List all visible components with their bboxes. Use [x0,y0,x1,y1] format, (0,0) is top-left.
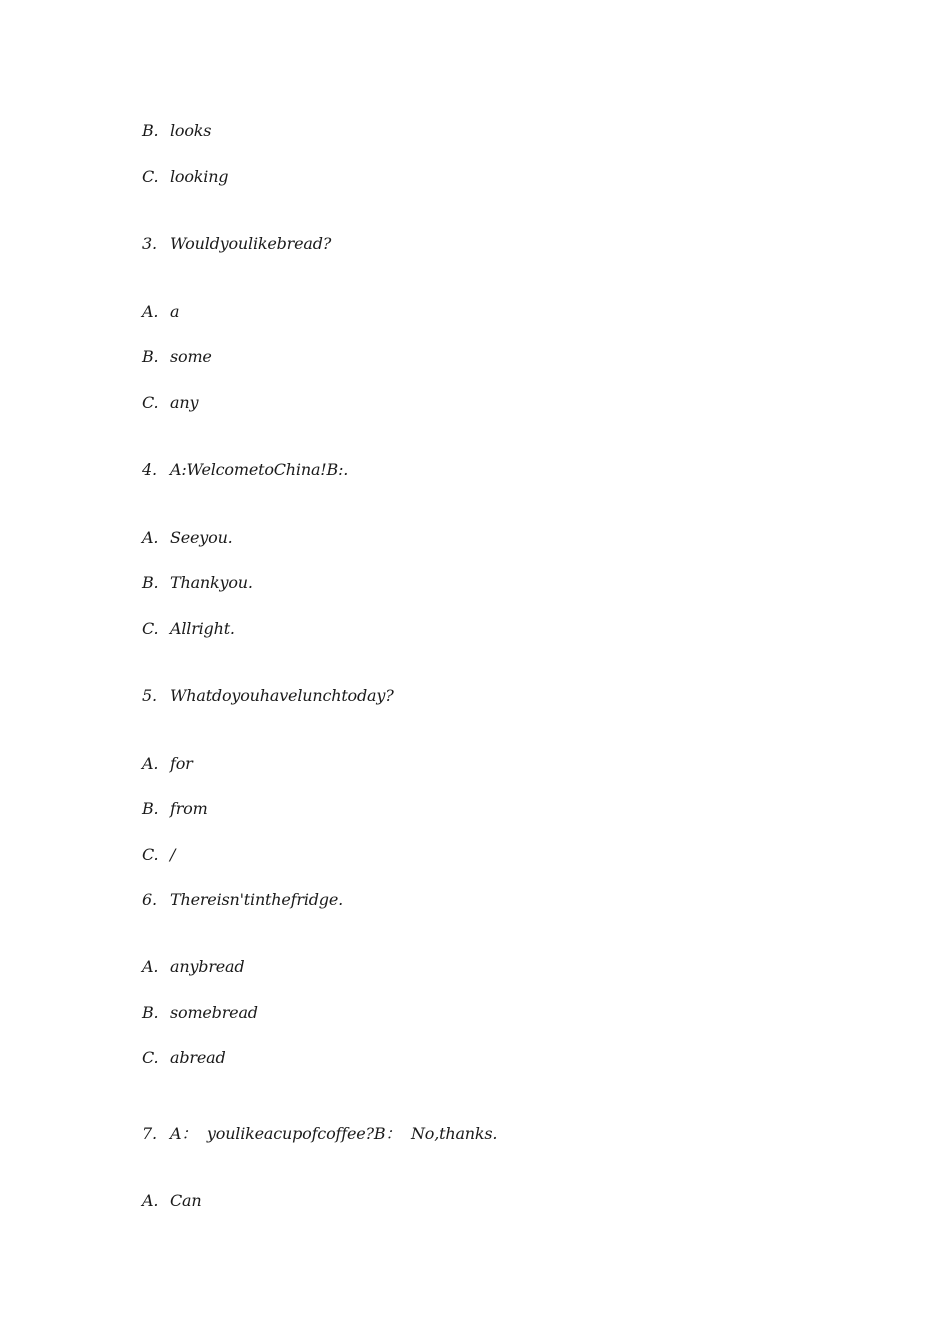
option-text: for [170,754,193,773]
option-text: anybread [170,957,245,976]
option-label: A. [142,957,159,976]
option-text: / [170,845,176,864]
option-label: A. [142,528,159,547]
option-line [142,121,211,141]
question-line [142,234,331,254]
option-label: B. [142,347,159,366]
option-label: C. [142,1048,159,1067]
option-line [142,393,198,413]
option-line [142,957,244,977]
question-line [142,686,394,706]
question-number: 5. [142,686,157,705]
option-text: looking [170,167,229,186]
question-text: Wouldyoulikebread? [170,234,332,253]
option-text: somebread [170,1003,258,1022]
question-line [142,890,343,910]
option-label: B. [142,799,159,818]
option-line [142,528,233,548]
option-text: Allright. [170,619,235,638]
option-label: B. [142,121,159,140]
option-text: abread [170,1048,226,1067]
option-label: A. [142,754,159,773]
question-number: 6. [142,890,157,909]
option-label: C. [142,619,159,638]
option-line [142,1048,225,1068]
option-label: C. [142,845,159,864]
option-text: any [170,393,199,412]
question-number: 4. [142,460,157,479]
option-label: B. [142,1003,159,1022]
question-line [142,460,348,480]
question-line [142,1124,497,1144]
option-label: A. [142,302,159,321]
option-label: C. [142,167,159,186]
option-text: Seeyou. [170,528,233,547]
option-line [142,845,175,865]
question-number: 3. [142,234,157,253]
option-line [142,619,235,639]
option-text: from [170,799,208,818]
option-label: A. [142,1191,159,1210]
option-label: C. [142,393,159,412]
option-label: B. [142,573,159,592]
question-text: Whatdoyouhavelunchtoday? [170,686,394,705]
option-text: a [170,302,180,321]
question-number: 7. [142,1124,157,1143]
option-line [142,1191,202,1211]
option-line [142,347,212,367]
option-line [142,167,228,187]
option-text: some [170,347,212,366]
question-text: Thereisn'tinthefridge. [170,890,343,909]
option-text: Thankyou. [170,573,253,592]
option-line [142,1003,258,1023]
option-line [142,799,208,819]
option-text: looks [170,121,212,140]
question-text: A:WelcometoChina!B:. [170,460,349,479]
option-line [142,754,193,774]
question-text: A： youlikeacupofcoffee?B： No,thanks. [170,1124,498,1143]
option-line [142,573,253,593]
option-line [142,302,179,322]
option-text: Can [170,1191,202,1210]
